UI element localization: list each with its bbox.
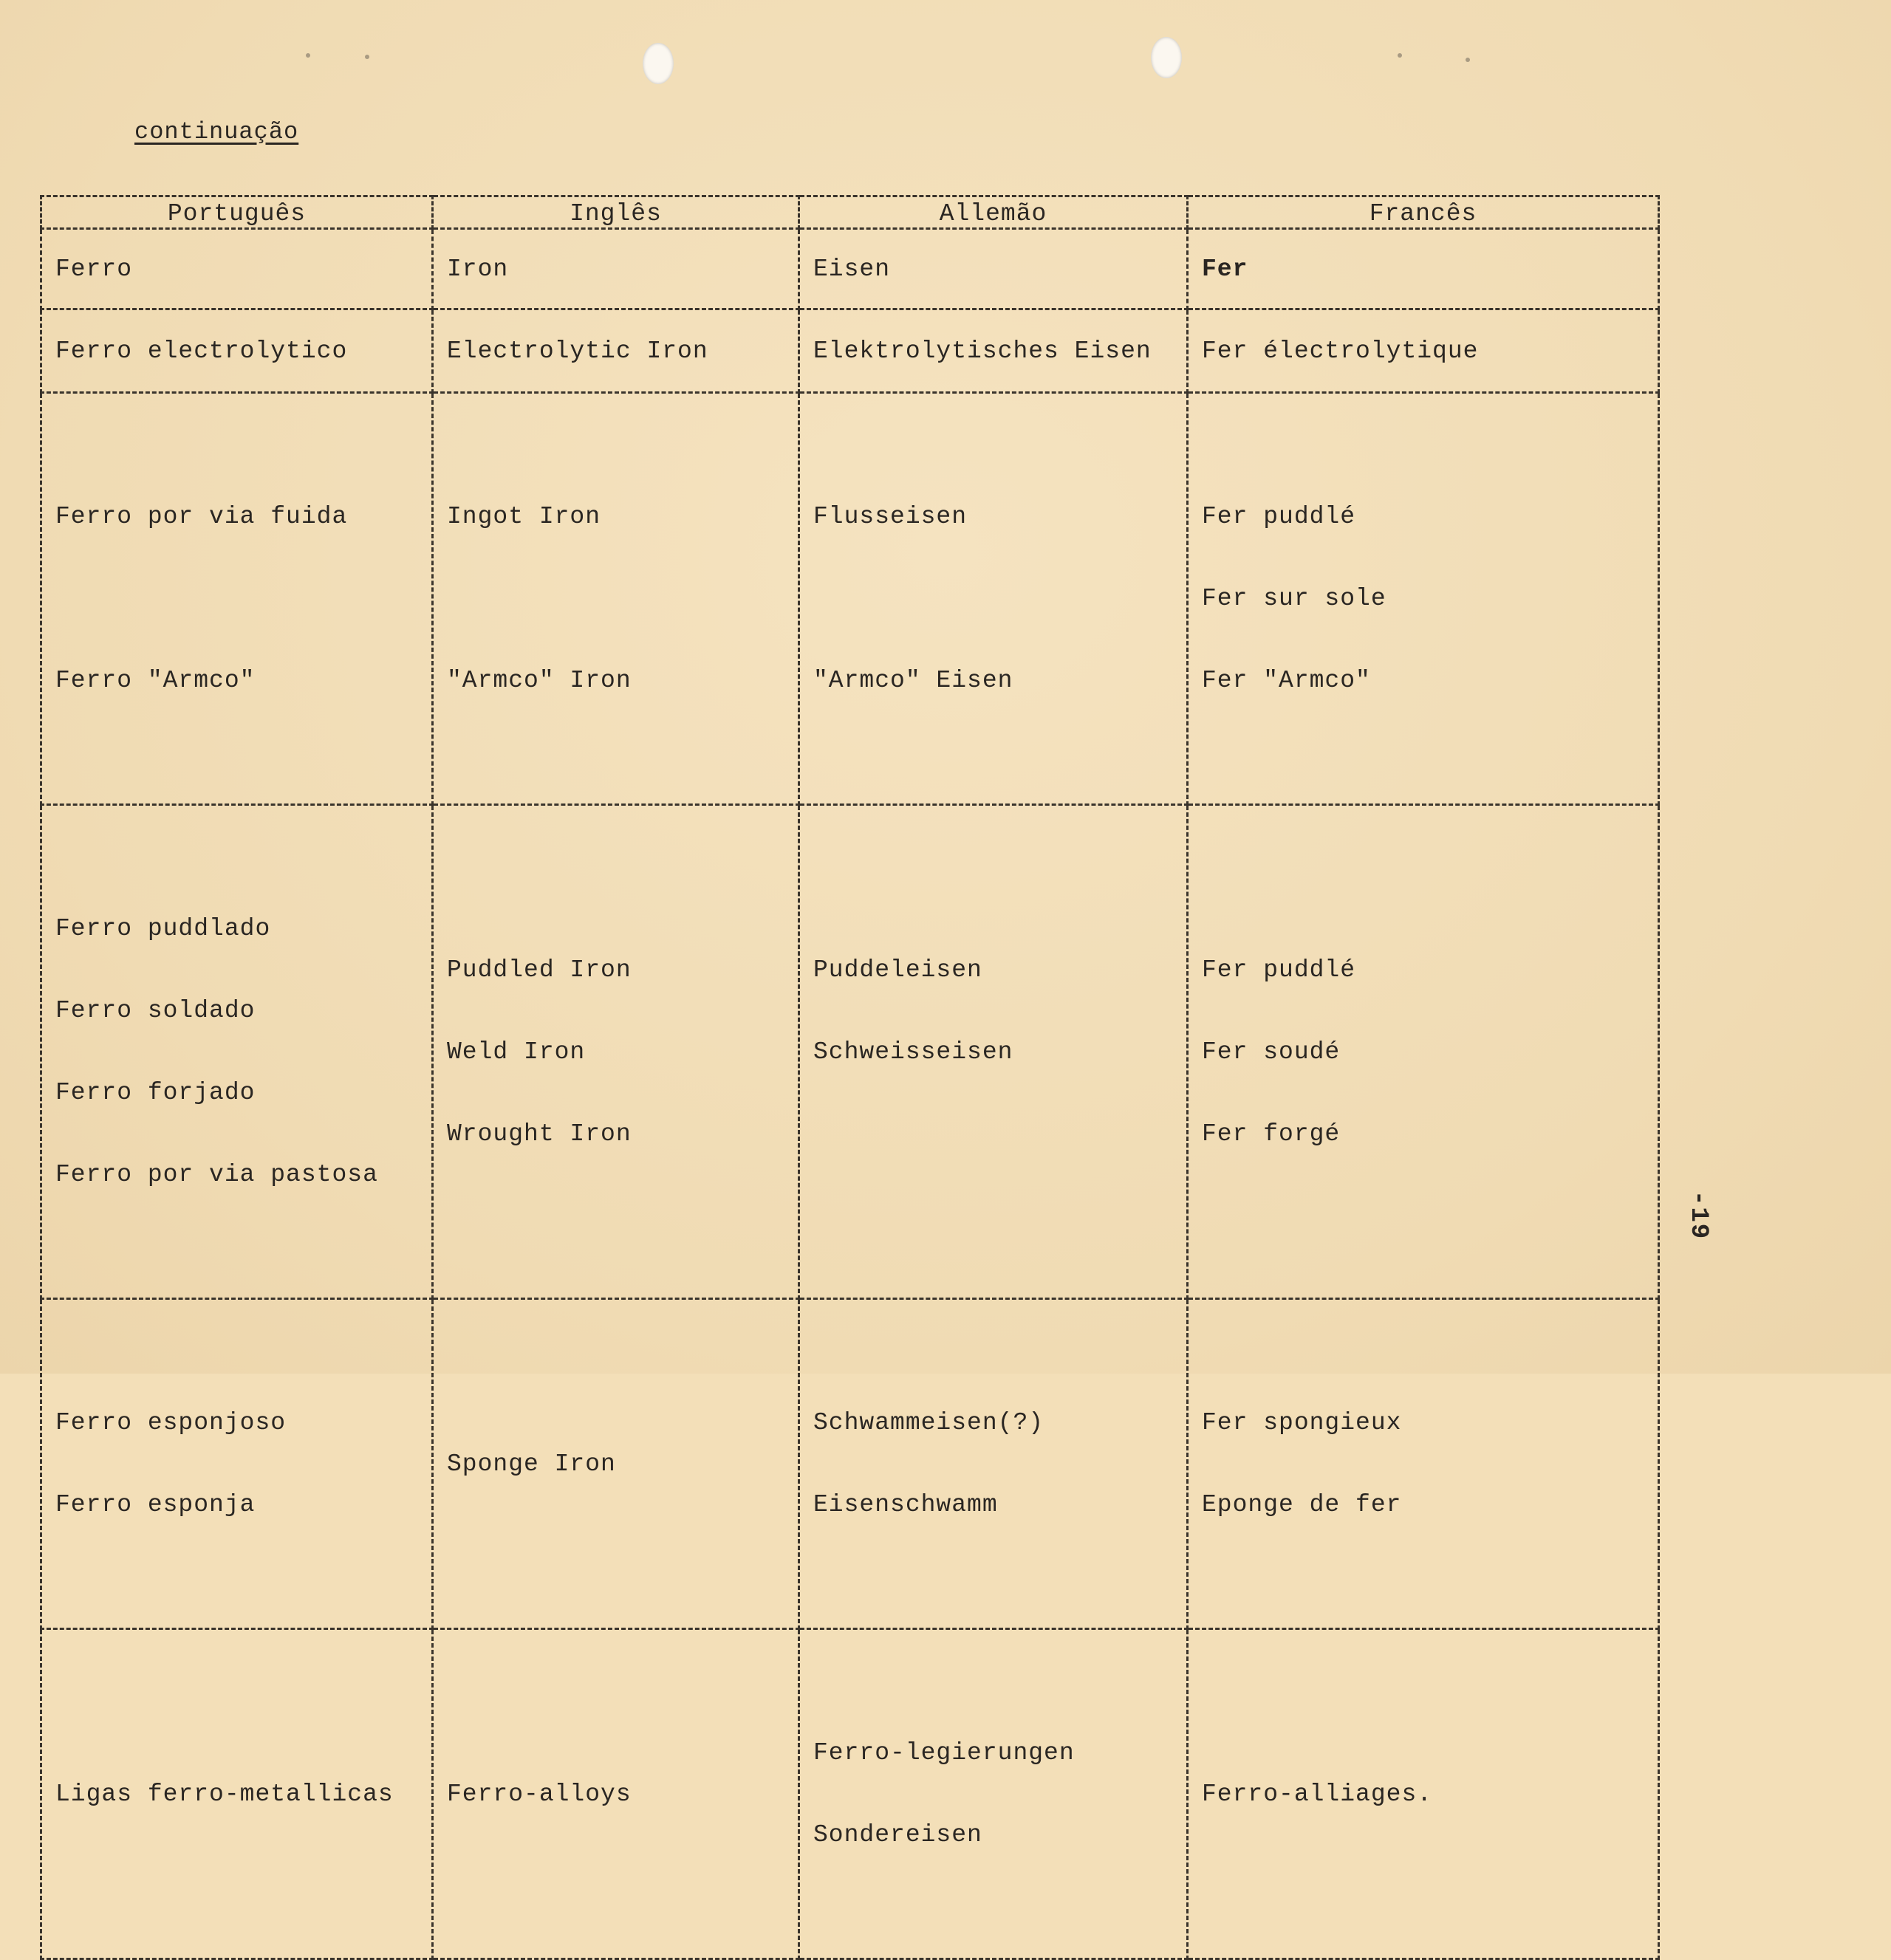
header-portuguese: Português — [41, 196, 433, 229]
term: Fer spongieux — [1202, 1409, 1402, 1436]
term: Electrolytic Iron — [447, 337, 708, 365]
punch-hole-left — [643, 43, 674, 84]
cell-french — [1188, 805, 1659, 1299]
header-german: Allemão — [799, 196, 1188, 229]
term: Ferro-alloys — [447, 1780, 632, 1808]
cell-english — [433, 229, 799, 309]
cell-french — [1188, 1629, 1659, 1959]
term: Puddeleisen — [813, 956, 982, 984]
term: Ferro-legierungen — [813, 1739, 1075, 1767]
cell-french — [1188, 1299, 1659, 1629]
cell-german — [799, 393, 1188, 805]
term: Ferro soldado — [55, 997, 256, 1024]
term: Fer puddlé — [1202, 503, 1356, 530]
cell-french — [1188, 393, 1659, 805]
header-french: Francês — [1188, 196, 1659, 229]
translation-table — [40, 195, 1660, 1960]
cell-portuguese — [41, 393, 433, 805]
cell-english — [433, 805, 799, 1299]
table-row — [41, 393, 1659, 805]
term: Fer puddlé — [1202, 956, 1356, 984]
cell-german — [799, 805, 1188, 1299]
term: Sponge Iron — [447, 1450, 616, 1478]
term: Schweisseisen — [813, 1038, 1013, 1066]
term: Ferro puddlado — [55, 915, 271, 942]
paper-speck — [1466, 58, 1470, 62]
cell-english — [433, 393, 799, 805]
punch-hole-right — [1151, 37, 1182, 78]
term: Ferro esponjoso — [55, 1409, 287, 1436]
table-header-row — [41, 196, 1659, 229]
term: Eponge de fer — [1202, 1491, 1402, 1518]
cell-french — [1188, 229, 1659, 309]
paper-speck — [306, 53, 310, 58]
cell-german — [799, 1299, 1188, 1629]
term: Sondereisen — [813, 1821, 982, 1848]
term: Fer sur sole — [1202, 585, 1386, 612]
term: Fer forgé — [1202, 1120, 1341, 1148]
term: Eisenschwamm — [813, 1491, 998, 1518]
term: Fer électrolytique — [1202, 337, 1479, 365]
cell-portuguese — [41, 309, 433, 393]
cell-english — [433, 1299, 799, 1629]
cell-portuguese — [41, 1629, 433, 1959]
term: Puddled Iron — [447, 956, 632, 984]
term: Ferro esponja — [55, 1491, 256, 1518]
term: Weld Iron — [447, 1038, 586, 1066]
paper-speck — [365, 55, 369, 59]
cell-portuguese — [41, 1299, 433, 1629]
term: Iron — [447, 255, 509, 283]
term: Ferro "Armco" — [55, 667, 256, 694]
table-row — [41, 1629, 1659, 1959]
cell-german — [799, 229, 1188, 309]
cell-german — [799, 1629, 1188, 1959]
term: Eisen — [813, 255, 891, 283]
term: Ingot Iron — [447, 503, 601, 530]
heading-continuation: continuação — [134, 118, 299, 145]
term: "Armco" Iron — [447, 667, 632, 694]
table-row — [41, 309, 1659, 393]
paper-speck — [1398, 53, 1402, 58]
term: Flusseisen — [813, 503, 968, 530]
term: Fer — [1202, 255, 1248, 283]
term: Ferro por via pastosa — [55, 1161, 378, 1188]
term: Ligas ferro-metallicas — [55, 1780, 394, 1808]
term: Fer soudé — [1202, 1038, 1341, 1066]
term: Wrought Iron — [447, 1120, 632, 1148]
cell-french — [1188, 309, 1659, 393]
term: "Armco" Eisen — [813, 667, 1013, 694]
term: Ferro forjado — [55, 1079, 256, 1106]
term: Ferro-alliages. — [1202, 1780, 1433, 1808]
term: Ferro electrolytico — [55, 337, 348, 365]
cell-portuguese — [41, 229, 433, 309]
term: Schwammeisen(?) — [813, 1409, 1044, 1436]
cell-portuguese — [41, 805, 433, 1299]
term: Ferro por via fuida — [55, 503, 348, 530]
table-row — [41, 805, 1659, 1299]
table-row — [41, 229, 1659, 309]
table-row — [41, 1299, 1659, 1629]
cell-german — [799, 309, 1188, 393]
cell-english — [433, 309, 799, 393]
term: Ferro — [55, 255, 133, 283]
page-number: -19 — [1684, 1190, 1712, 1241]
term: Fer "Armco" — [1202, 667, 1371, 694]
term: Elektrolytisches Eisen — [813, 337, 1152, 365]
cell-english — [433, 1629, 799, 1959]
header-english: Inglês — [433, 196, 799, 229]
